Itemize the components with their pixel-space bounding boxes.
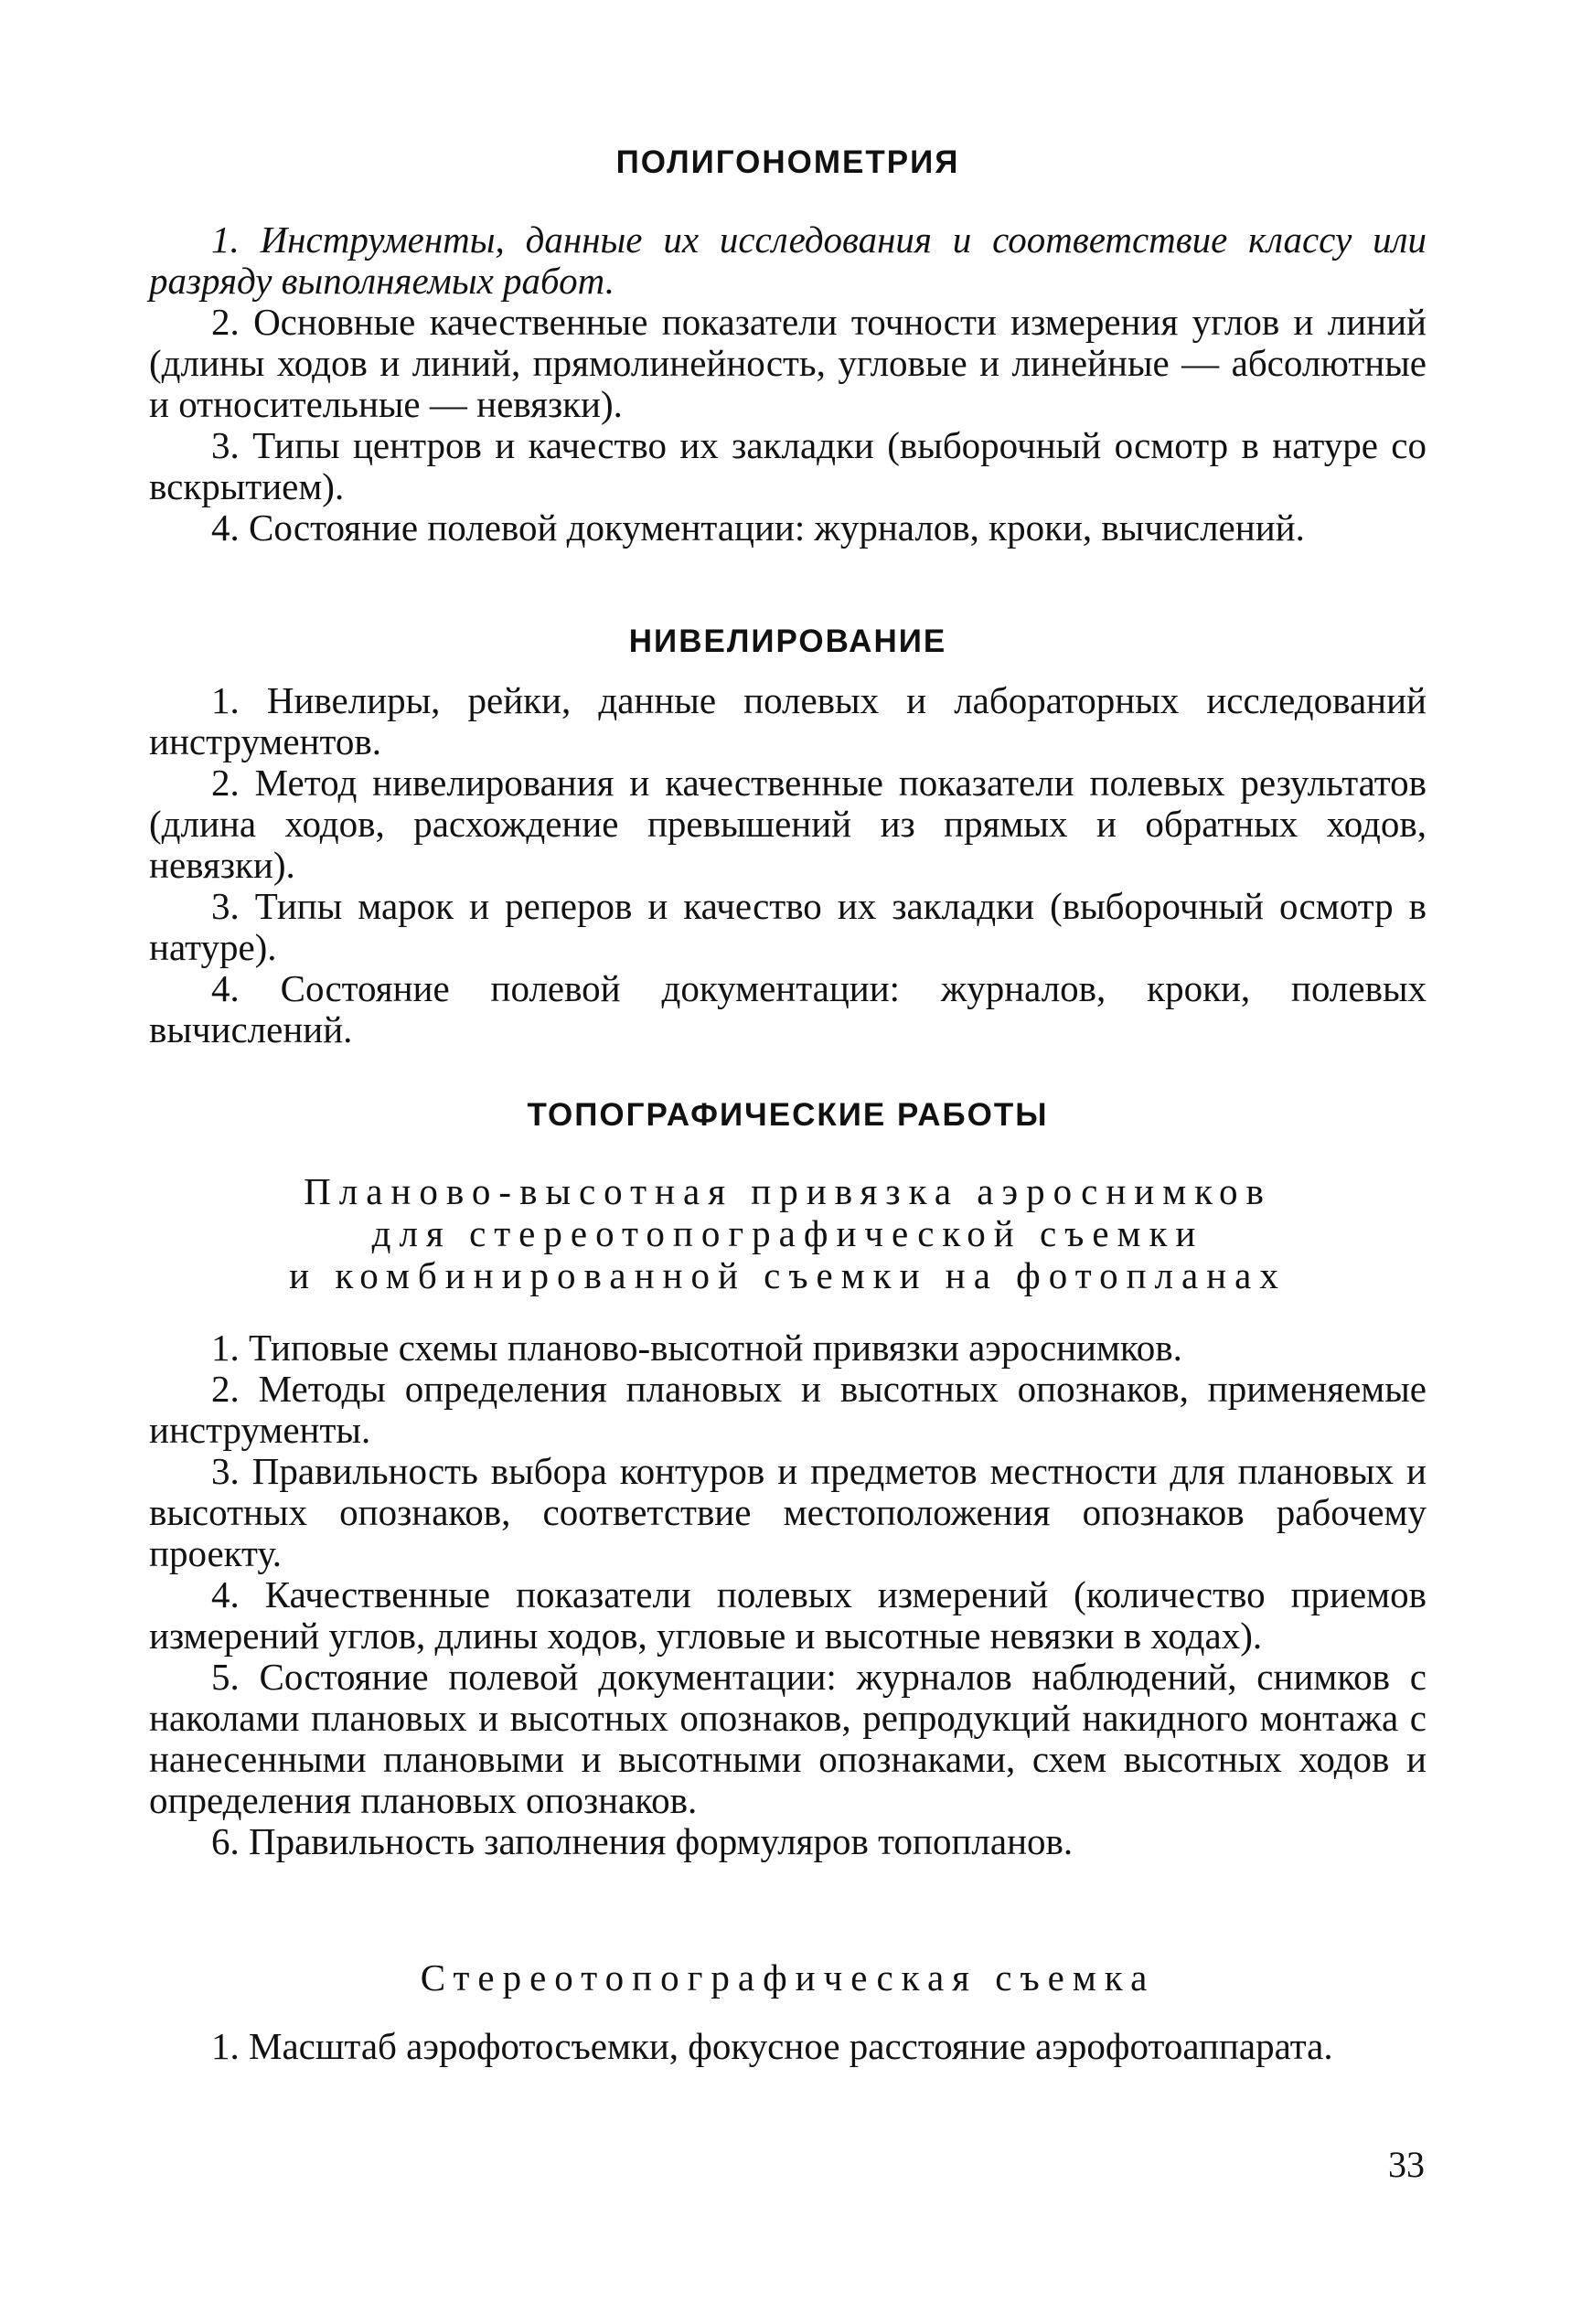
stereo-list <box>149 2026 1427 2067</box>
subtitle-line: и комбинированной съемки на фотопланах <box>289 1254 1287 1296</box>
list-item: 2. Метод нивелирования и качественные показатели полевых результатов (длина ходов, расхождение превышений из прямых и обратных ходов, невязки). <box>149 762 1427 886</box>
leveling-list <box>149 680 1427 1050</box>
section-title: НИВЕЛИРОВАНИЕ <box>628 624 947 659</box>
section-leveling <box>149 624 1427 660</box>
list-item: 4. Состояние полевой документации: журналов, кроки, полевых вычислений. <box>149 967 1427 1050</box>
list-item: 1. Типовые схемы планово-высотной привязки аэроснимков. <box>211 1327 1182 1369</box>
list-item: 1. Масштаб аэрофотосъемки, фокусное расстояние аэрофотоаппарата. <box>211 2025 1333 2067</box>
subtitle-line: для стереотопографической съемки <box>371 1212 1204 1254</box>
list-item: 3. Типы центров и качество их закладки (выборочный осмотр в натуре со вскрытием). <box>149 424 1427 507</box>
list-item: 2. Методы определения плановых и высотных опознаков, применяемые инструменты. <box>149 1368 1427 1451</box>
list-item: 5. Состояние полевой документации: журналов наблюдений, снимков с наколами плановых и высотных опознаков, репродукций накидного монтажа с нанесенными плановыми и высотными опознаками, схем высотных ходов и определения плановых опознаков. <box>149 1656 1427 1821</box>
list-item: 6. Правильность заполнения формуляров топопланов. <box>211 1820 1074 1862</box>
list-item: 3. Типы марок и реперов и качество их закладки (выборочный осмотр в натуре). <box>149 885 1427 968</box>
topographic-subtitle <box>149 1170 1427 1296</box>
section-topographic <box>149 1097 1427 1134</box>
section-title: ПОЛИГОНОМЕТРИЯ <box>615 144 960 180</box>
list-item: 4. Состояние полевой документации: журналов, кроки, вычислений. <box>211 506 1305 549</box>
section-polygonometry <box>149 144 1427 181</box>
list-item: 1. Инструменты, данные их исследования и соответствие классу или разряду выполняемых работ. <box>149 219 1427 302</box>
section-title: ТОПОГРАФИЧЕСКИЕ РАБОТЫ <box>527 1097 1049 1133</box>
polygonometry-list <box>149 219 1427 549</box>
list-item: 4. Качественные показатели полевых измерений (количество приемов измерений углов, длины ходов, угловые и высотные невязки в ходах). <box>149 1573 1427 1657</box>
page-number: 33 <box>1388 2144 1425 2185</box>
list-item: 3. Правильность выбора контуров и предметов местности для плановых и высотных опознаков, соответствие местоположения опознаков рабочему проекту. <box>149 1450 1427 1574</box>
stereo-subtitle <box>149 1956 1427 1999</box>
subtitle-line: Планово-высотная привязка аэроснимков <box>304 1170 1272 1212</box>
list-item: 1. Нивелиры, рейки, данные полевых и лабораторных исследований инструментов. <box>149 679 1427 762</box>
topographic-list <box>149 1327 1427 1862</box>
list-item: 2. Основные качественные показатели точности измерения углов и линий (длины ходов и линий, прямолинейность, угловые и линейные — абсолютные и относительные — невязки). <box>149 301 1427 425</box>
subtitle-line: Стереотопографическая съемка <box>420 1956 1156 1999</box>
